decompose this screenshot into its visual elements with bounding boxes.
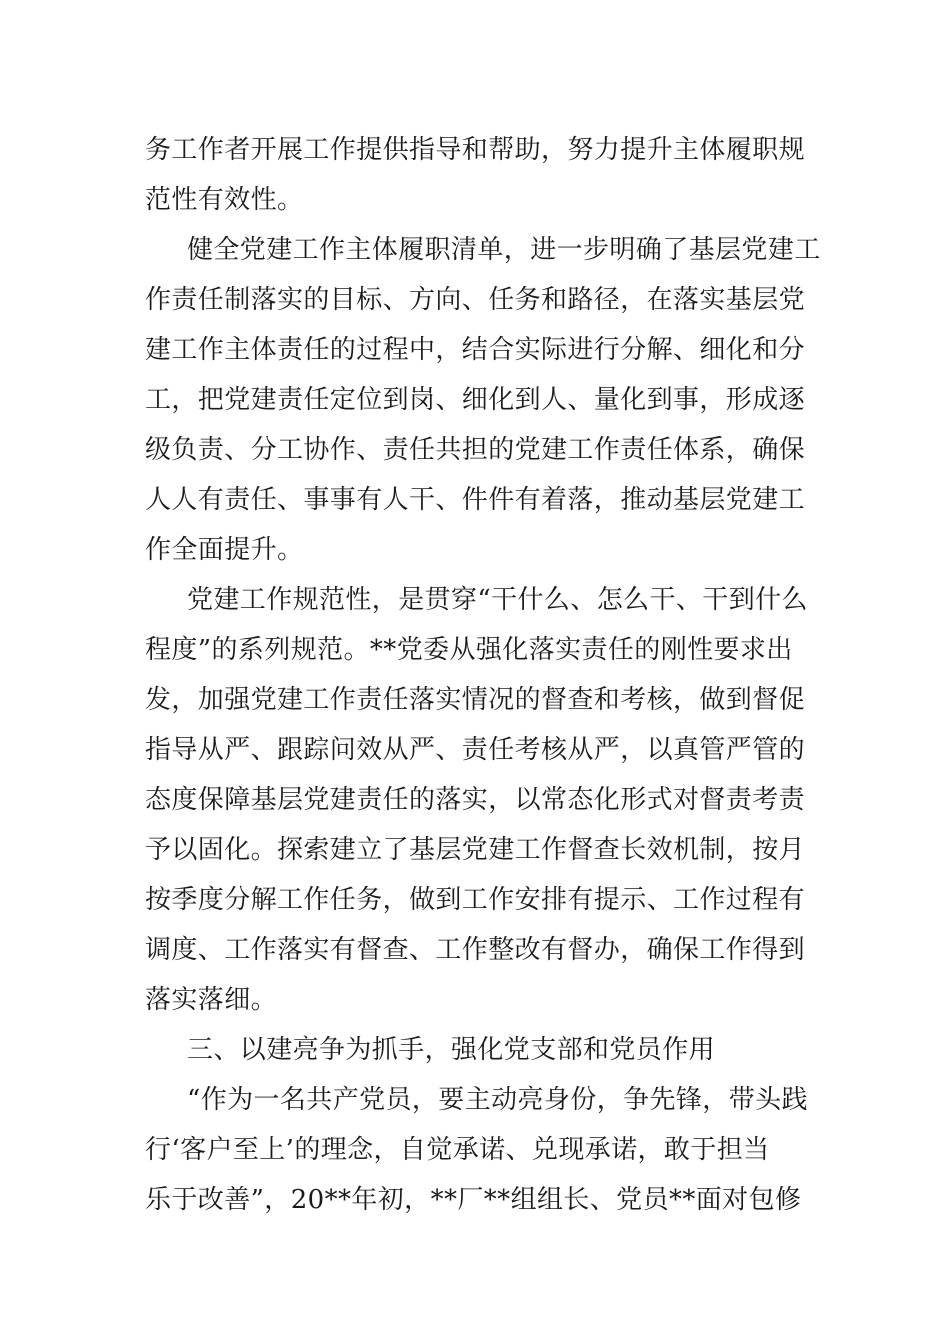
body-text-line: 发，加强党建工作责任落实情况的督查和考核，做到督促 <box>145 685 806 715</box>
body-text-line: 范性有效性。 <box>145 185 304 215</box>
body-text-line: 工，把党建责任定位到岗、细化到人、量化到事，形成逐 <box>145 385 806 415</box>
body-text-line: 程度”的系列规范。**党委从强化落实责任的刚性要求出 <box>145 635 793 665</box>
body-text-line: 调度、工作落实有督查、工作整改有督办，确保工作得到 <box>145 935 806 965</box>
body-text-line: 建工作主体责任的过程中，结合实际进行分解、细化和分 <box>145 335 806 365</box>
body-text-line: 落实落细。 <box>145 985 278 1015</box>
body-text-line: 人人有责任、事事有人干、件件有着落，推动基层党建工 <box>145 485 806 515</box>
body-text-line: 行‘客户至上’的理念，自觉承诺、兑现承诺，敢于担当 <box>145 1135 770 1165</box>
paragraph-start-line: 党建工作规范性，是贯穿“干什么、怎么干、干到什么 <box>187 585 808 615</box>
paragraph-start-line: “作为一名共产党员，要主动亮身份，争先锋，带头践 <box>187 1085 808 1115</box>
body-text-line: 按季度分解工作任务，做到工作安排有提示、工作过程有 <box>145 885 806 915</box>
paragraph-start-line: 健全党建工作主体履职清单，进一步明确了基层党建工 <box>187 235 821 265</box>
section-heading: 三、以建亮争为抓手，强化党支部和党员作用 <box>187 1035 716 1065</box>
body-text-line: 予以固化。探索建立了基层党建工作督查长效机制，按月 <box>145 835 806 865</box>
body-text-line: 级负责、分工协作、责任共担的党建工作责任体系，确保 <box>145 435 806 465</box>
body-text-line: 态度保障基层党建责任的落实，以常态化形式对督责考责 <box>145 785 806 815</box>
body-text-line: 作责任制落实的目标、方向、任务和路径，在落实基层党 <box>145 285 806 315</box>
body-text-line: 作全面提升。 <box>145 535 304 565</box>
body-text-line: 乐于改善”，20**年初，**厂**组组长、党员**面对包修 <box>145 1185 802 1215</box>
body-text-line: 指导从严、跟踪问效从严、责任考核从严，以真管严管的 <box>145 735 806 765</box>
body-text-line: 务工作者开展工作提供指导和帮助，努力提升主体履职规 <box>145 135 806 165</box>
